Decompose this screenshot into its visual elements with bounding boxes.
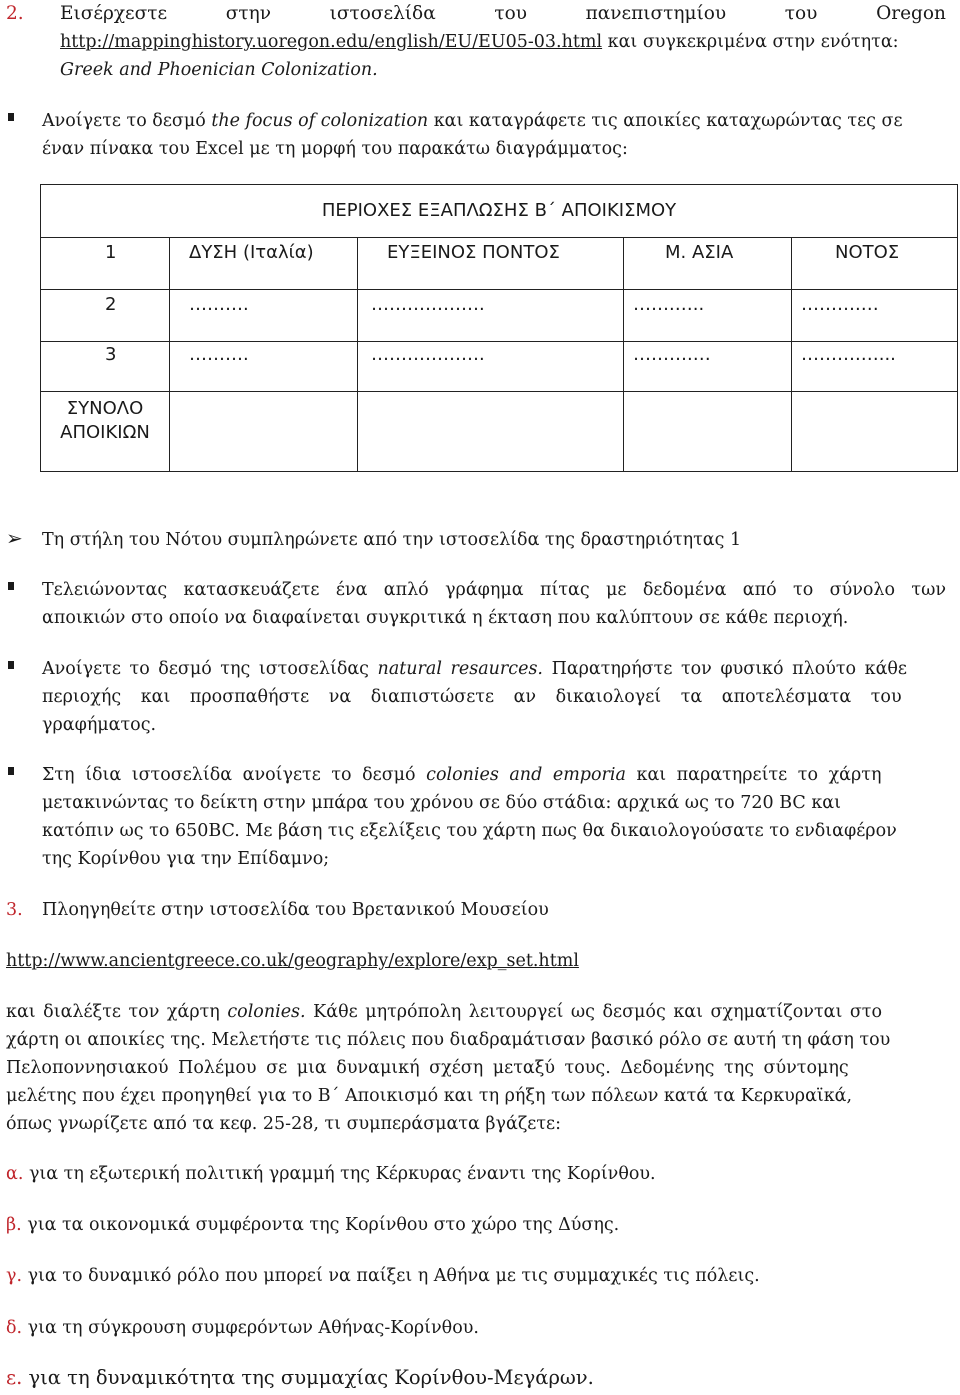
word: γράφημα	[445, 580, 524, 600]
bullet-2-line1	[42, 578, 946, 602]
table-row-divider	[41, 391, 957, 392]
arrow-item-text: Τη στήλη του Νότου συμπληρώνετε από την ιστοσελίδα της δραστηριότητας 1	[42, 530, 742, 550]
word: δεδομένα	[642, 580, 727, 600]
bullet-square-icon	[8, 113, 14, 121]
question-label: α.	[6, 1164, 24, 1184]
colonies-table	[40, 184, 958, 472]
text: Ανοίγετε το δεσμό	[42, 111, 212, 131]
item-3-para-line5: όπως γνωρίζετε από τα κεφ. 25-28, τι συμπεράσματα βγάζετε:	[6, 1114, 562, 1134]
bullet-4-line4: της Κορίνθου για την Επίδαμνο;	[42, 849, 330, 869]
british-museum-url-link[interactable]: http://www.ancientgreece.co.uk/geography/explore/exp_set.html	[6, 951, 579, 971]
bullet-square-icon	[8, 582, 14, 590]
word: κατασκευάζετε	[183, 580, 320, 600]
question-label: γ.	[6, 1266, 23, 1286]
table-col-divider	[791, 237, 792, 471]
bullet-4-line2: μετακινώντας το δείκτη στην μπάρα του χρόνου σε δύο στάδια: αρχικά ως το 720 BC και	[42, 793, 841, 813]
bullet-3-line2: περιοχής και προσπαθήστε να διαπιστώσετε αν δικαιολογεί τα αποτελέσματα του	[42, 687, 902, 707]
focus-of-colonization-link[interactable]: the focus of colonization	[211, 111, 429, 131]
item-3-para-line3: Πελοποννησιακού Πολέμου σε μια δυναμική σχέση μεταξύ τους. Δεδομένης της σύντομης	[6, 1058, 849, 1078]
bullet-3-line3: γραφήματος.	[42, 715, 157, 735]
row-number: 2	[105, 294, 117, 315]
word: πίτας	[539, 580, 590, 600]
word: των	[911, 580, 946, 600]
url-tail: και συγκεκριμένα στην ενότητα:	[607, 32, 899, 52]
word: απλό	[383, 580, 429, 600]
question-text: για τη δυναμικότητα της συμμαχίας Κορίνθου-Μεγάρων.	[22, 1366, 594, 1389]
item-3-url-line	[6, 949, 579, 973]
word: του	[784, 3, 818, 24]
item-3-para-line4: μελέτης που έχει προηγηθεί για το Β΄ Αποικισμό και τη ρήξη των πόλεων κατά τα Κερκυραϊκά,	[6, 1086, 853, 1106]
text: και καταγράφετε τις αποικίες καταχωρώντας τες σε	[428, 111, 903, 131]
section-name: Greek and Phoenician Colonization.	[60, 60, 378, 80]
bullet-1-line1	[42, 109, 903, 133]
word: Τελειώνοντας	[42, 580, 168, 600]
table-col-divider	[169, 237, 170, 471]
table-row-divider	[41, 289, 957, 290]
table-cell: ……….	[189, 344, 249, 365]
text: και διαλέξτε τον χάρτη	[6, 1002, 228, 1022]
table-row-divider	[41, 341, 957, 342]
question-item	[6, 1366, 594, 1390]
table-cell: ……….	[189, 294, 249, 315]
oregon-url-link[interactable]: http://mappinghistory.uoregon.edu/english/EU/EU05-03.html	[60, 32, 603, 52]
table-col-divider	[623, 237, 624, 471]
question-label: δ.	[6, 1318, 23, 1338]
total-label	[41, 397, 169, 445]
word: με	[606, 580, 627, 600]
text: και παρατηρείτε το χάρτη	[625, 765, 882, 785]
table-cell: ……………….	[371, 344, 485, 365]
table-col-divider	[357, 237, 358, 471]
word: στην	[225, 3, 271, 24]
text: Παρατηρήστε τον φυσικό πλούτο κάθε	[543, 659, 908, 679]
word: ιστοσελίδα	[329, 3, 436, 24]
item-3-para-line1	[6, 1000, 882, 1024]
text: Ανοίγετε το δεσμό της ιστοσελίδας	[42, 659, 378, 679]
total-label-line: ΑΠΟΙΚΙΩΝ	[60, 422, 150, 443]
word: Εισέρχεστε	[60, 3, 168, 24]
row-number: 1	[105, 242, 117, 263]
item-3-number: 3.	[6, 900, 23, 920]
table-cell: …….…..	[633, 294, 705, 315]
bullet-2-line2: αποικιών στο οποίο να διαφαίνεται συγκριτικά η έκταση που καλύπτουν σε κάθε περιοχή.	[42, 608, 849, 628]
row-number: 3	[105, 344, 117, 365]
item-2-line1	[60, 2, 946, 26]
item-2-number: 2.	[6, 3, 24, 24]
arrow-bullet-icon: ➢	[6, 526, 23, 550]
bullet-4-line1	[42, 763, 881, 787]
word: πανεπιστημίου	[585, 3, 727, 24]
total-label-line: ΣΥΝΟΛΟ	[66, 398, 144, 419]
item-3-text: Πλοηγηθείτε στην ιστοσελίδα του Βρετανικού Μουσείου	[42, 900, 549, 920]
bullet-1-line2: έναν πίνακα του Excel με τη μορφή του παρακάτω διαγράμματος:	[42, 139, 628, 159]
word: από	[742, 580, 777, 600]
bullet-square-icon	[8, 661, 14, 669]
question-item	[6, 1264, 760, 1288]
question-text: για τη σύγκρουση συμφερόντων Αθήνας-Κορίνθου.	[22, 1318, 479, 1338]
table-row-divider	[41, 237, 957, 238]
column-header: ΕΥΞΕΙΝΟΣ ΠΟΝΤΟΣ	[387, 242, 560, 263]
word: του	[494, 3, 527, 24]
question-text: για τη εξωτερική πολιτική γραμμή της Κέρκυρας έναντι της Κορίνθου.	[23, 1164, 656, 1184]
bullet-3-line1	[42, 657, 907, 681]
table-title: ΠΕΡΙΟΧΕΣ ΕΞΑΠΛΩΣΗΣ Β΄ ΑΠΟΙΚΙΣΜΟΥ	[321, 200, 677, 221]
bullet-square-icon	[8, 767, 14, 775]
column-header: ΝΟΤΟΣ	[835, 242, 900, 263]
table-cell: ……….…	[801, 294, 879, 315]
question-label: β.	[6, 1215, 22, 1235]
colonies-map-link[interactable]: colonies.	[227, 1002, 306, 1022]
word: ένα	[335, 580, 368, 600]
natural-resources-link[interactable]: natural resaurces.	[377, 659, 543, 679]
colonies-and-emporia-link[interactable]: colonies and emporia	[426, 765, 626, 785]
table-cell: ……….…...	[801, 344, 896, 365]
bullet-4-line3: κατόπιν ως το 650BC. Με βάση τις εξελίξεις του χάρτη πως θα δικαιολογούσατε το ενδιαφέρον	[42, 821, 897, 841]
text: Κάθε μητρόπολη λειτουργεί ως δεσμός και σχηματίζονται στο	[305, 1002, 883, 1022]
column-header: ΔΥΣΗ (Ιταλία)	[189, 242, 314, 263]
question-text: για το δυναμικό ρόλο που μπορεί να παίξει η Αθήνα με τις συμμαχικές τις πόλεις.	[22, 1266, 760, 1286]
question-item	[6, 1213, 619, 1237]
text: Στη ίδια ιστοσελίδα ανοίγετε το δεσμό	[42, 765, 427, 785]
item-2-line2	[60, 30, 899, 54]
question-item	[6, 1316, 479, 1340]
question-label: ε.	[6, 1366, 23, 1389]
table-cell: ……………….	[371, 294, 485, 315]
table-cell: ……….…	[633, 344, 711, 365]
word: Oregon	[876, 3, 946, 24]
word: σύνολο	[829, 580, 896, 600]
question-item	[6, 1162, 656, 1186]
word: το	[793, 580, 814, 600]
question-text: για τα οικονομικά συμφέροντα της Κορίνθου στο χώρο της Δύσης.	[21, 1215, 620, 1235]
column-header: Μ. ΑΣΙΑ	[665, 242, 734, 263]
item-3-para-line2: χάρτη οι αποικίες της. Μελετήστε τις πόλεις που διαδραμάτισαν βασικό ρόλο σε αυτή τη φάση του	[6, 1030, 891, 1050]
